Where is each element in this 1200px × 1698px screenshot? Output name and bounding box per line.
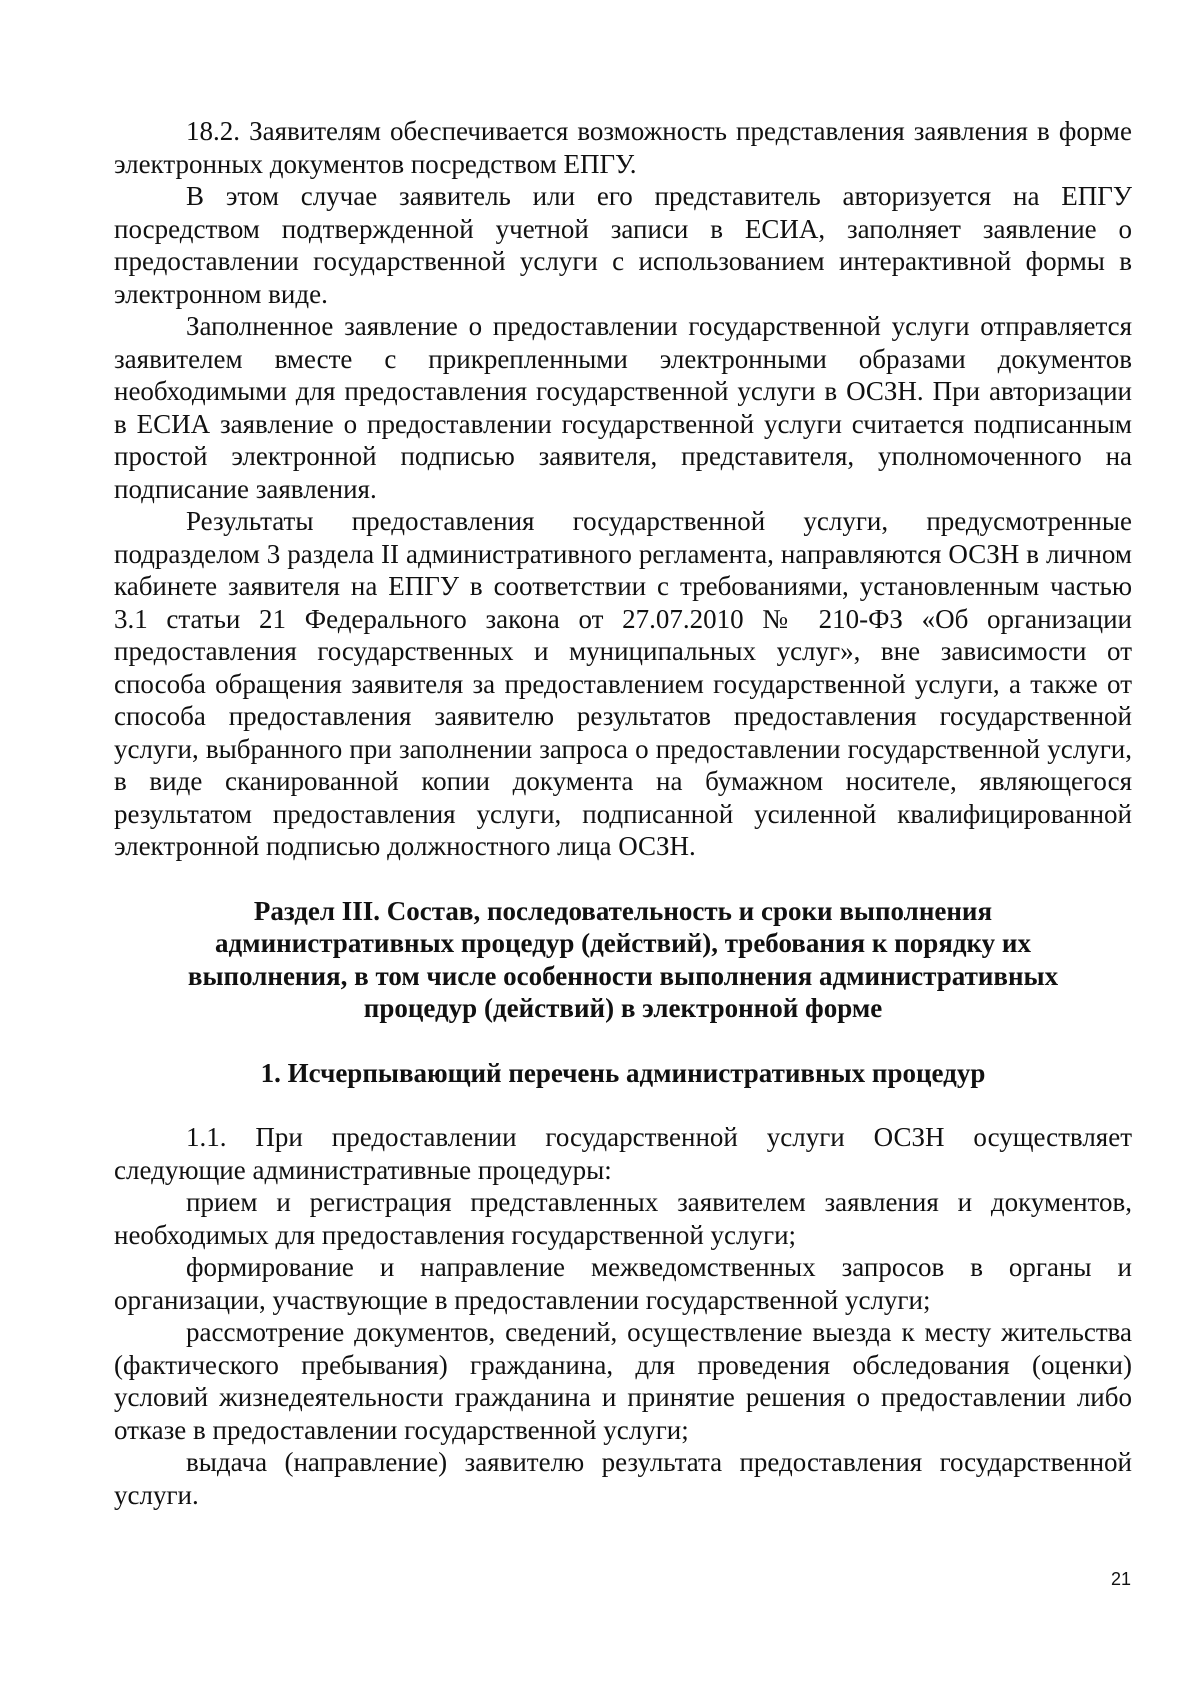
page-number: 21 bbox=[1110, 1569, 1131, 1589]
procedure-item-reception: прием и регистрация представленных заявителем заявления и документов, необходимых для предоставления государственной услуги; bbox=[114, 1187, 1132, 1250]
sub-heading: 1. Исчерпывающий перечень административных процедур bbox=[260, 1057, 986, 1088]
paragraph-results: Результаты предоставления государственной услуги, предусмотренные подразделом 3 раздела II административного регламента, направляются ОСЗН в личном кабинете заявителя на ЕПГУ в соответствии с требованиями, установленным частью 3.1 статьи 21 Федерального закона от 27.07.2010 № 210-ФЗ «Об организации предоставления государственных и муниципальных услуг», вне зависимости от способа обращения заявителя за предоставлением государственной услуги, а также от способа предоставления заявителю результатов предоставления государственной услуги, выбранного при заполнении запроса о предоставлении государственной услуги, в виде сканированной копии документа на бумажном носителе, являющегося результатом предоставления услуги, подписанной усиленной квалифицированной электронной подписью должностного лица ОСЗН. bbox=[114, 506, 1132, 861]
paragraph-filled-application: Заполненное заявление о предоставлении государственной услуги отправляется заявителем вместе с прикрепленными электронными образами документов необходимыми для предоставления государственной услуги в ОСЗН. При авторизации в ЕСИА заявление о предоставлении государственной услуги считается подписанным простой электронной подписью заявителя, представителя, уполномоченного на подписание заявления. bbox=[114, 311, 1132, 504]
section-heading: Раздел III. Состав, последовательность и сроки выполнения административных процедур (действий), требования к порядку их выполнения, в том числе особенности выполнения административных процедур (действий) в электронной форме bbox=[187, 895, 1059, 1023]
procedure-item-review: рассмотрение документов, сведений, осуществление выезда к месту жительства (фактического пребывания) гражданина, для проведения обследования (оценки) условий жизнедеятельности гражданина и принятие решения о предоставлении либо отказе в предоставлении государственной услуги; bbox=[114, 1317, 1132, 1445]
paragraph-1-1: 1.1. При предоставлении государственной услуги ОСЗН осуществляет следующие административные процедуры: bbox=[114, 1122, 1132, 1185]
paragraph-authorization: В этом случае заявитель или его представитель авторизуется на ЕПГУ посредством подтвержденной учетной записи в ЕСИА, заполняет заявление о предоставлении государственной услуги с использованием интерактивной формы в электронном виде. bbox=[114, 181, 1132, 309]
procedure-item-requests: формирование и направление межведомственных запросов в органы и организации, участвующие в предоставлении государственной услуги; bbox=[114, 1252, 1132, 1315]
procedure-item-issuance: выдача (направление) заявителю результата предоставления государственной услуги. bbox=[114, 1447, 1132, 1510]
paragraph-18-2: 18.2. Заявителям обеспечивается возможность представления заявления в форме электронных документов посредством ЕПГУ. bbox=[114, 116, 1132, 179]
page-content bbox=[114, 115, 1132, 1511]
